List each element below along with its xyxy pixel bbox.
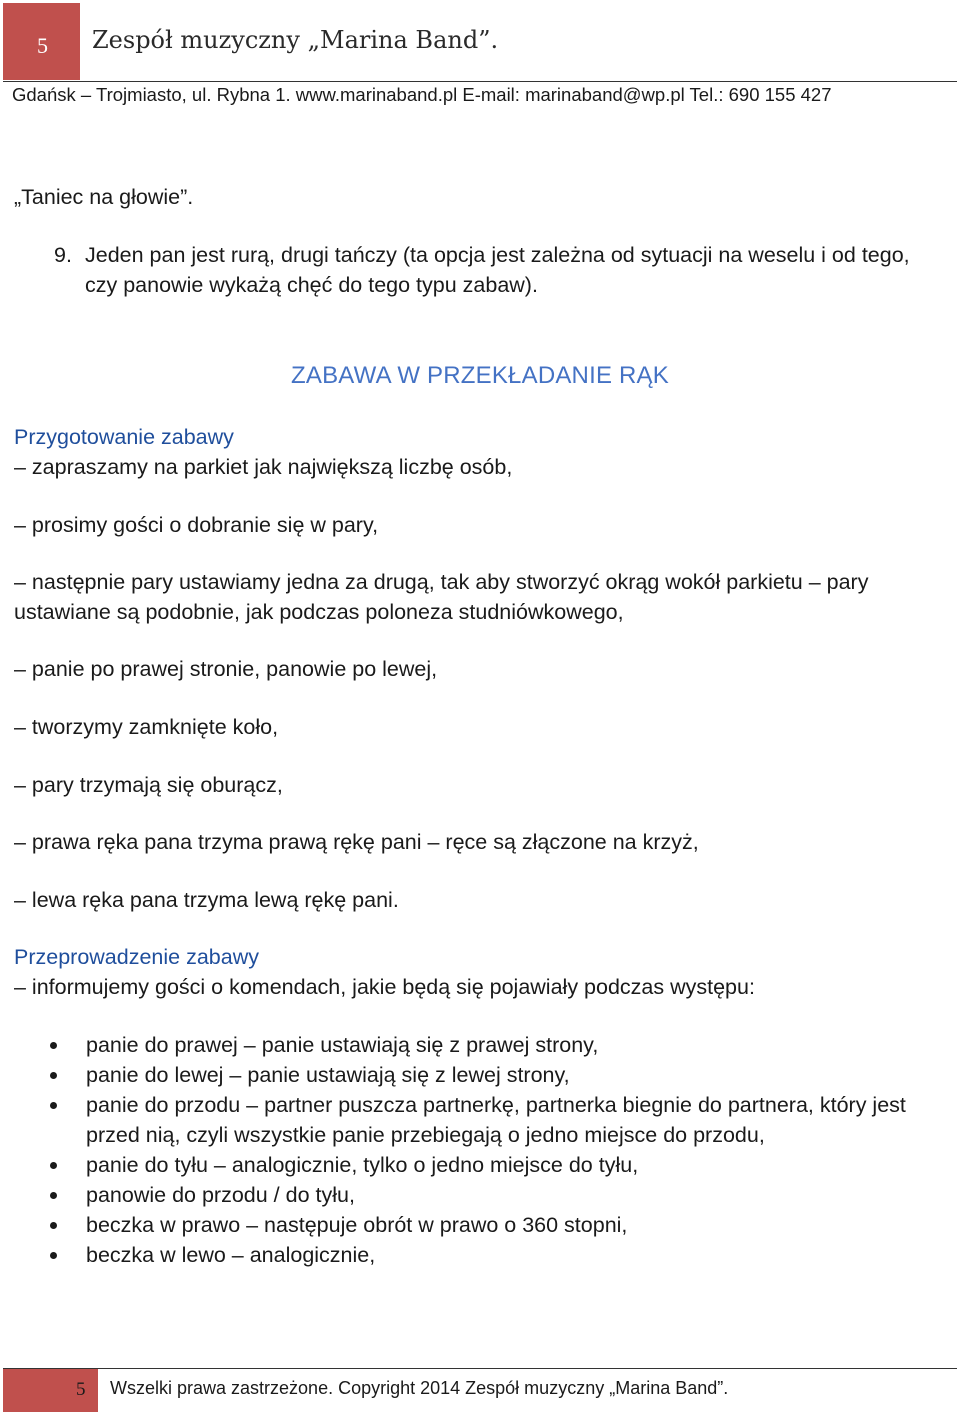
prep-item: – pary trzymają się oburącz, [14,773,283,797]
bullet-icon [50,1042,57,1049]
run-intro: – informujemy gości o komendach, jakie będą się pojawiały podczas występu: [14,975,755,999]
list-item [0,1240,906,1270]
prep-item: – lewa ręka pana trzyma lewą rękę pani. [14,888,399,912]
prep-item: – panie po prawej stronie, panowie po lewej, [14,657,438,681]
prep-item: – zapraszamy na parkiet jak największą liczbę osób, [14,455,513,479]
run-heading: Przeprowadzenie zabawy [14,945,259,969]
list-item [0,1180,906,1210]
prep-item: – tworzymy zamknięte koło, [14,715,279,739]
bullet-icon [50,1222,57,1229]
prep-heading: Przygotowanie zabawy [14,425,234,449]
header-divider [3,81,957,82]
list-item-text: beczka w prawo – następuje obrót w prawo o 360 stopni, [86,1213,628,1237]
header-page-badge [3,3,80,80]
prep-item: – prawa ręka pana trzyma prawą rękę pani – ręce są złączone na krzyż, [14,830,699,854]
list-item [0,1150,906,1180]
header-contact: Gdańsk – Trojmiasto, ul. Rybna 1. www.marinaband.pl E-mail: marinaband@wp.pl Tel.: 690 155 427 [12,84,832,105]
commands-list [0,1030,960,1270]
footer-page-badge [3,1369,98,1412]
list-item [0,1030,906,1060]
list-item [0,1090,906,1150]
list-item-text: panie do prawej – panie ustawiają się z prawej strony, [86,1033,599,1057]
bullet-icon [50,1252,57,1259]
bullet-icon [50,1102,57,1109]
prep-item: – prosimy gości o dobranie się w pary, [14,513,379,537]
list-item-text: panie do tyłu – analogicznie, tylko o jedno miejsce do tyłu, [86,1153,639,1177]
bullet-icon [50,1072,57,1079]
list-item-text: panowie do przodu / do tyłu, [86,1183,355,1207]
list-item [0,1210,906,1240]
prep-item: – następnie pary ustawiamy jedna za drugą, tak aby stworzyć okrąg wokół parkietu – pary ustawiane są podobnie, jak podczas poloneza studniówkowego, [14,570,869,624]
bullet-icon [50,1192,57,1199]
list-item-text: beczka w lewo – analogicznie, [86,1243,376,1267]
footer-page-number: 5 [76,1379,86,1400]
list-item [0,1060,906,1090]
header-page-number: 5 [37,33,48,58]
header-title: Zespół muzyczny „Marina Band”. [92,26,499,54]
list-item-number: 9. [54,243,72,267]
footer-copyright: Wszelki prawa zastrzeżone. Copyright 2014 Zespół muzyczny „Marina Band”. [110,1378,729,1398]
intro-continuation: „Taniec na głowie”. [14,185,194,209]
list-item-text: Jeden pan jest rurą, drugi tańczy (ta opcja jest zależna od sytuacji na weselu i od tego, czy panowie wykażą chęć do tego typu zabaw). [85,243,910,297]
bullet-icon [50,1162,57,1169]
section-title: ZABAWA W PRZEKŁADANIE RĄK [291,362,669,389]
footer-divider [3,1368,957,1369]
list-item-text: panie do przodu – partner puszcza partnerkę, partnerka biegnie do partnera, który jest przed nią, czyli wszystkie panie przebiegają o jedno miejsce do przodu, [86,1093,906,1147]
list-item-text: panie do lewej – panie ustawiają się z lewej strony, [86,1063,570,1087]
